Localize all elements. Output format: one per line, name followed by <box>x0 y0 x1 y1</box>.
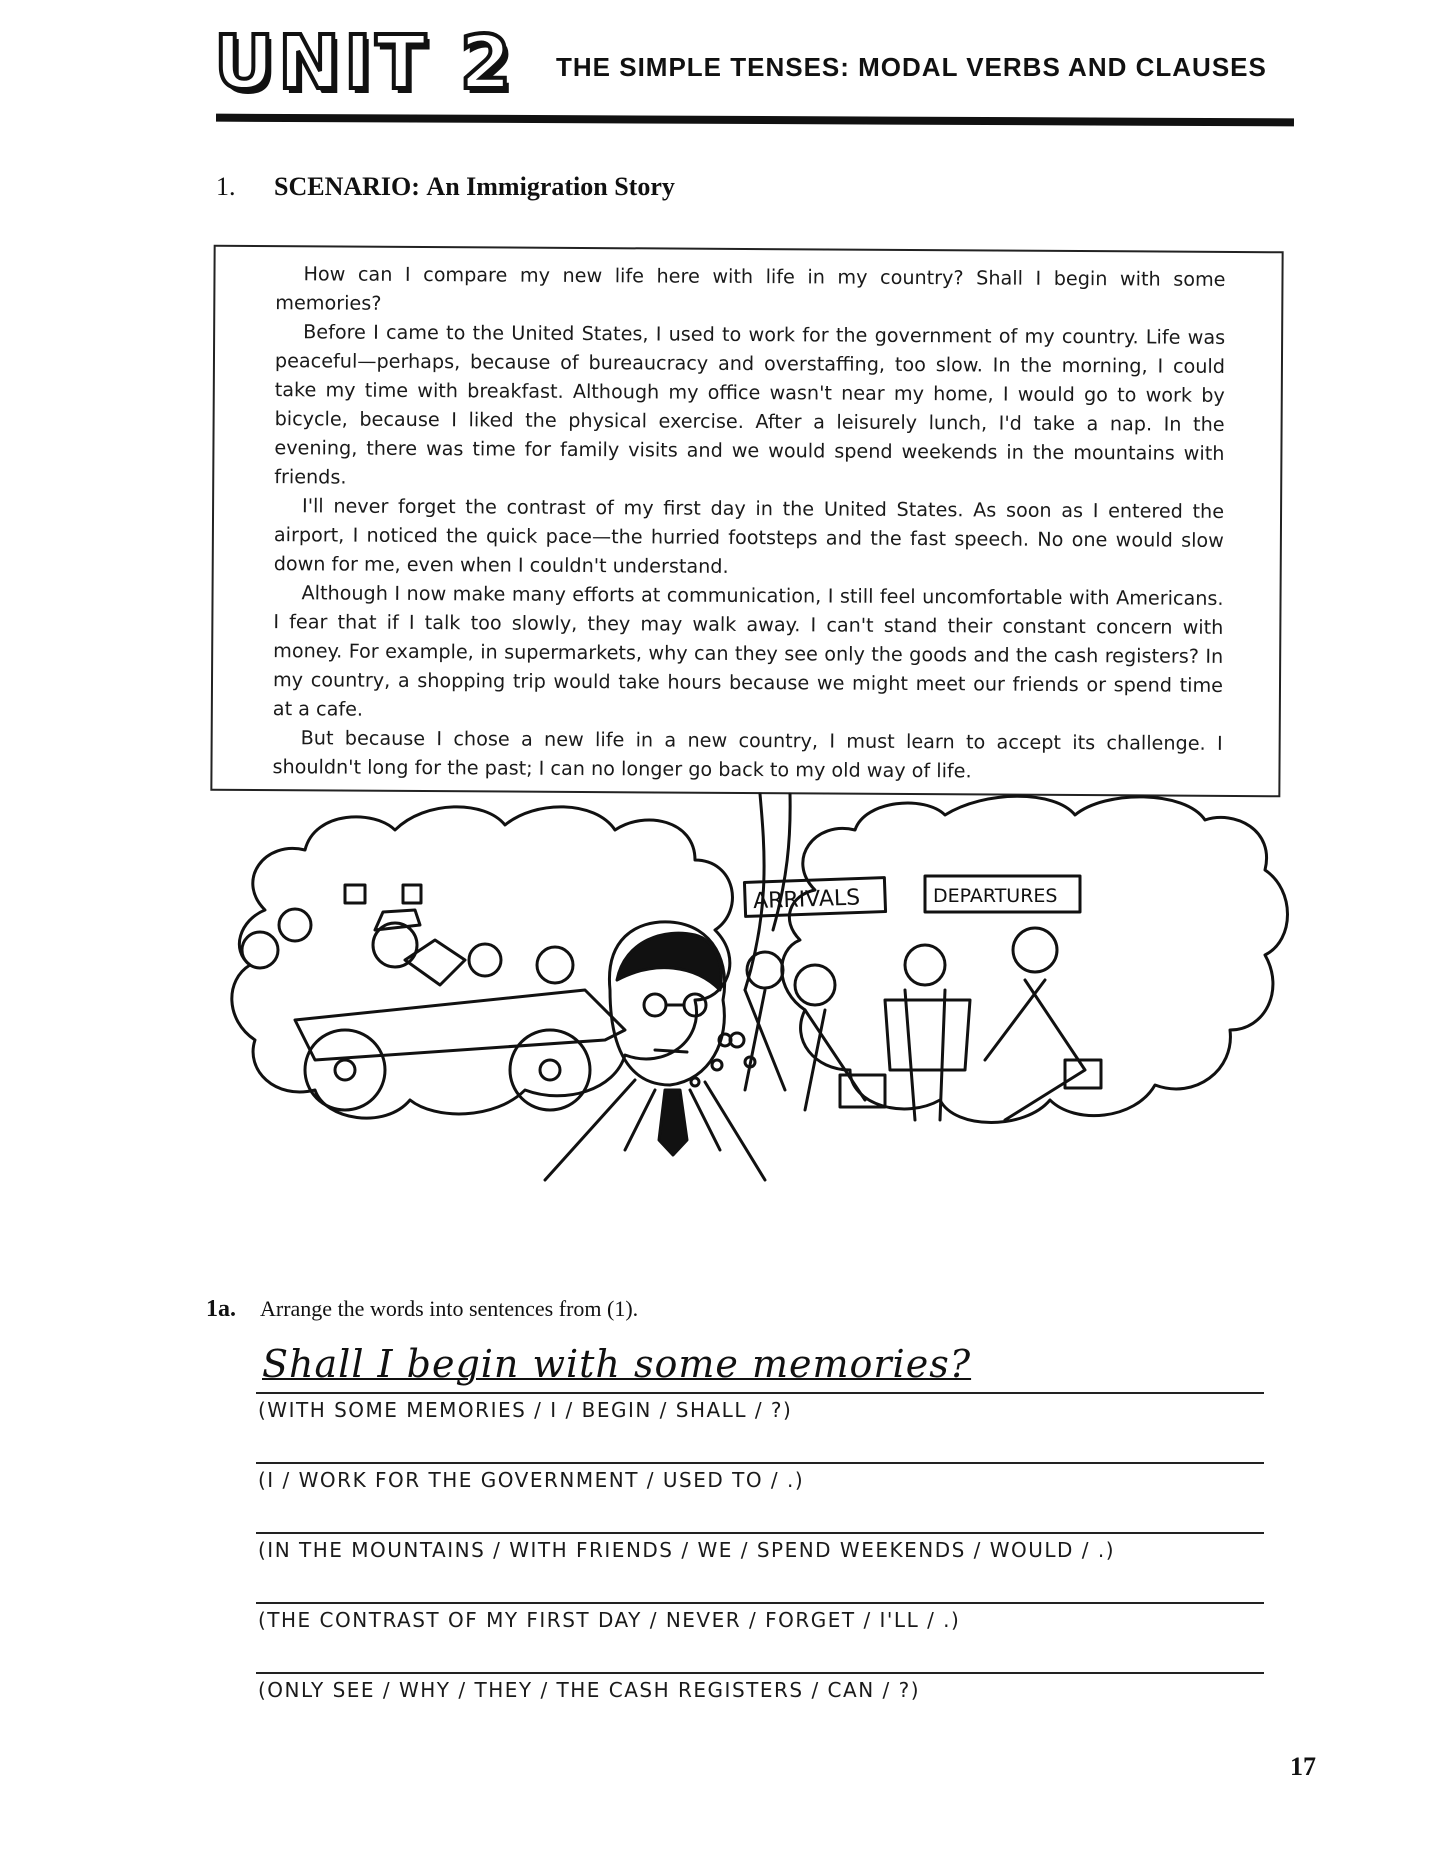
exercise-prompt: (IN THE MOUNTAINS / WITH FRIENDS / WE / SPEND WEEKENDS / WOULD / .) <box>258 1538 1116 1562</box>
departures-label: DEPARTURES <box>933 885 1058 907</box>
cartoon-illustration <box>225 790 1305 1260</box>
arrivals-label: ARRIVALS <box>752 885 861 915</box>
answer-line[interactable] <box>256 1602 1264 1604</box>
exercise-prompt: (WITH SOME MEMORIES / I / BEGIN / SHALL / ?) <box>258 1398 793 1422</box>
car-wheel-icon <box>305 1030 385 1110</box>
story-paragraph: But because I chose a new life in a new country, I must learn to accept its challenge. I shouldn't long for the past; I can no longer go back to my old way of life. <box>272 726 1223 783</box>
unit-logo: UNIT 2 <box>214 20 516 106</box>
exercise-prompt: (THE CONTRAST OF MY FIRST DAY / NEVER / FORGET / I'LL / .) <box>258 1608 961 1632</box>
story-paragraph: Although I now make many efforts at communication, I still feel uncomfortable with Americans. I fear that if I talk too slowly, they may walk away. I can't stand their constant concern with money. For example, in supermarkets, why can they see only the goods and the cash registers? In my country, a shopping trip would take hours because we might meet our friends or spend time at a cafe. <box>272 581 1224 721</box>
answer-line[interactable] <box>256 1462 1264 1464</box>
answer-line[interactable] <box>256 1392 1264 1394</box>
story-paragraph: Before I came to the United States, I used to work for the government of my country. Life was peaceful—perhaps, because of bureaucracy and overstaffing, too slow. In the morning, I could take my time with breakfast. Although my office wasn't near my home, I would go to work by bicycle, because I liked the physical exercise. After a leisurely lunch, I'd take a nap. In the evening, there was time for family visits and we would spend weekends in the mountains with friends. <box>274 320 1226 489</box>
exercise-prompt: (ONLY SEE / WHY / THEY / THE CASH REGISTERS / CAN / ?) <box>258 1678 921 1702</box>
sample-answer: Shall I begin with some memories? <box>262 1342 972 1386</box>
section-number: 1. <box>216 172 236 201</box>
section-title: An Immigration Story <box>426 172 675 201</box>
section-heading <box>216 172 675 202</box>
answer-line[interactable] <box>256 1672 1264 1674</box>
header-rule <box>216 114 1294 127</box>
story-box <box>210 245 1283 798</box>
answer-line[interactable] <box>256 1532 1264 1534</box>
exercise-number: 1a. <box>206 1296 236 1322</box>
story-paragraph: I'll never forget the contrast of my first day in the United States. As soon as I entered the airport, I noticed the quick pace—the hurried footsteps and the fast speech. No one would slow down for me, even when I couldn't understand. <box>273 494 1225 578</box>
tie-icon <box>659 1090 687 1155</box>
section-label: SCENARIO: <box>274 172 420 201</box>
exercise-heading <box>206 1296 638 1323</box>
unit-title: THE SIMPLE TENSES: MODAL VERBS AND CLAUSES <box>556 52 1267 82</box>
exercise-instruction: Arrange the words into sentences from (1). <box>260 1296 639 1321</box>
page-number: 17 <box>1290 1752 1316 1781</box>
exercise-prompt: (I / WORK FOR THE GOVERNMENT / USED TO / .) <box>258 1468 805 1492</box>
story-paragraph: How can I compare my new life here with life in my country? Shall I begin with some memories? <box>275 262 1226 315</box>
